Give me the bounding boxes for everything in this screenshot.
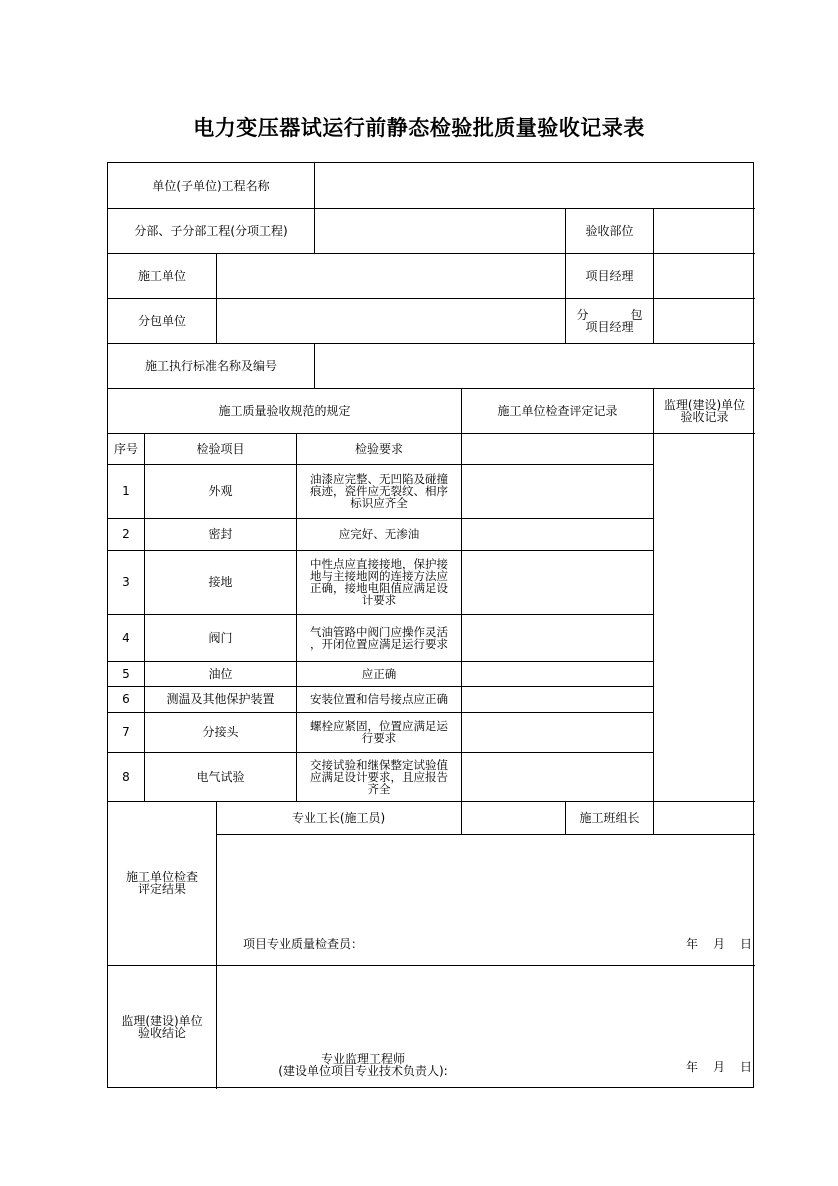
standard-field[interactable] xyxy=(315,343,755,388)
spec-header: 施工质量验收规范的规定 xyxy=(218,403,351,418)
requirement-line: 交接试验和继保整定试验值 xyxy=(310,757,448,772)
subcontract-pm-label xyxy=(566,298,653,343)
project-name-label: 单位(子单位)工程名称 xyxy=(152,178,270,193)
row-requirement xyxy=(297,464,461,518)
row-requirement xyxy=(297,518,461,550)
check-result-label xyxy=(108,801,216,965)
check-date xyxy=(678,935,755,953)
row-item: 密封 xyxy=(208,527,233,541)
row-requirement xyxy=(297,661,461,686)
date-day: 日 xyxy=(739,1060,752,1074)
row-check-record-field[interactable] xyxy=(462,550,653,614)
acceptance-part-label: 验收部位 xyxy=(585,223,634,238)
requirement-line: 安装位置和信号接点应正确 xyxy=(310,692,448,706)
construction-unit-field[interactable] xyxy=(217,253,565,298)
row-check-record-field[interactable] xyxy=(462,518,653,550)
rule xyxy=(653,388,654,801)
row-check-record-field[interactable] xyxy=(462,712,653,752)
team-leader-label: 施工班组长 xyxy=(579,810,640,825)
requirement-line: 应完好、无渗油 xyxy=(338,527,420,541)
requirement-line: 油漆应完整、无凹陷及碰撞 xyxy=(310,472,448,486)
requirement-line: 气油管路中阀门应操作灵活 xyxy=(310,624,448,639)
requirement-line: 痕迹，瓷件应无裂纹、相序 xyxy=(310,484,448,498)
date-day: 日 xyxy=(739,937,752,951)
row-check-record-field[interactable] xyxy=(462,661,653,686)
row-check-record-field[interactable] xyxy=(462,614,653,661)
row-number: 2 xyxy=(122,527,130,541)
foreman-field[interactable] xyxy=(462,801,565,834)
row-item: 电气试验 xyxy=(196,769,245,784)
subproject-field[interactable] xyxy=(315,208,565,253)
row-number: 4 xyxy=(122,630,130,645)
supervision-record-line2: 验收记录 xyxy=(680,409,729,424)
row-number: 1 xyxy=(122,484,130,498)
requirement-line: 中性点应直接接地，保护接 xyxy=(310,557,448,571)
row-requirement xyxy=(297,712,461,752)
supervision-record-line1: 监理(建设)单位 xyxy=(663,397,746,412)
row-item: 测温及其他保护装置 xyxy=(166,692,275,706)
requirement-line: 标识应齐全 xyxy=(350,496,408,510)
standard-label: 施工执行标准名称及编号 xyxy=(144,358,277,373)
row-check-record-field[interactable] xyxy=(462,464,653,518)
check-result-line2: 评定结果 xyxy=(137,882,186,896)
row-item: 外观 xyxy=(208,484,233,498)
row-requirement xyxy=(297,752,461,801)
requirement-line: 螺栓应紧固，位置应满足运 xyxy=(310,719,448,733)
engineer-line1: 专业监理工程师 xyxy=(320,1052,405,1066)
subproject-label: 分部、子分部工程(分项工程) xyxy=(134,223,288,238)
project-manager-label: 项目经理 xyxy=(585,268,634,283)
subcontract-unit-label: 分包单位 xyxy=(137,313,186,328)
engineer-label xyxy=(238,1051,488,1079)
row-item: 阀门 xyxy=(208,630,233,645)
row-check-record-field[interactable] xyxy=(462,686,653,712)
project-manager-field[interactable] xyxy=(654,253,755,298)
supervision-record-header xyxy=(654,388,755,433)
engineer-line2: (建设单位项目专业技术负责人): xyxy=(278,1064,448,1078)
rule xyxy=(216,801,217,1089)
date-year: 年 xyxy=(686,1060,699,1074)
requirement-line: 计要求 xyxy=(361,593,397,607)
conclusion-line1: 监理(建设)单位 xyxy=(121,1014,203,1028)
check-result-line1: 施工单位检查 xyxy=(125,870,198,884)
project-name-field[interactable] xyxy=(315,163,755,208)
team-leader-field[interactable] xyxy=(654,801,755,834)
row-item: 油位 xyxy=(208,666,233,681)
row-requirement xyxy=(297,614,461,661)
subcontract-pm-field[interactable] xyxy=(654,298,755,343)
date-month: 月 xyxy=(712,1060,725,1074)
row-item: 接地 xyxy=(208,575,233,589)
requirement-line: 应满足设计要求，且应报告 xyxy=(310,769,448,784)
requirement-line: 应正确 xyxy=(361,666,397,681)
requirement-line: 齐全 xyxy=(367,781,391,796)
requirement-line: 正确，接地电阻值应满足设 xyxy=(310,581,448,595)
construction-unit-label: 施工单位 xyxy=(137,268,186,283)
date-year: 年 xyxy=(686,937,699,951)
subcontract-pm-label-line2: 项目经理 xyxy=(585,319,634,334)
subcontract-pm-label-b: 包 xyxy=(630,307,643,322)
requirement-line: ，开闭位置应满足运行要求 xyxy=(310,636,448,651)
row-requirement xyxy=(297,550,461,614)
check-record-header: 施工单位检查评定记录 xyxy=(497,403,618,418)
row-number: 6 xyxy=(122,692,130,706)
rule xyxy=(216,834,755,835)
acceptance-record-form xyxy=(107,162,754,1088)
row-number: 5 xyxy=(122,666,130,681)
conclusion-date xyxy=(678,1058,755,1076)
row-requirement xyxy=(297,686,461,712)
conclusion-label xyxy=(108,965,216,1089)
date-month: 月 xyxy=(712,937,725,951)
row-number: 8 xyxy=(122,769,130,784)
requirement-line: 地与主接地网的连接方法应 xyxy=(310,569,448,583)
row-number: 7 xyxy=(122,725,130,739)
col-no-header: 序号 xyxy=(113,441,138,456)
subcontract-unit-field[interactable] xyxy=(217,298,565,343)
conclusion-line2: 验收结论 xyxy=(137,1026,186,1040)
row-item: 分接头 xyxy=(202,725,239,739)
foreman-label: 专业工长(施工员) xyxy=(291,810,386,825)
col-item-header: 检验项目 xyxy=(196,441,245,456)
acceptance-part-field[interactable] xyxy=(654,208,755,253)
subcontract-pm-label-a: 分 xyxy=(576,307,589,322)
row-check-record-field[interactable] xyxy=(462,752,653,801)
inspector-label: 项目专业质量检查员： xyxy=(243,937,364,951)
row-number: 3 xyxy=(122,575,130,589)
requirement-line: 行要求 xyxy=(361,731,397,745)
col-req-header: 检验要求 xyxy=(354,441,403,456)
form-title: 电力变压器试运行前静态检验批质量验收记录表 xyxy=(193,115,645,140)
